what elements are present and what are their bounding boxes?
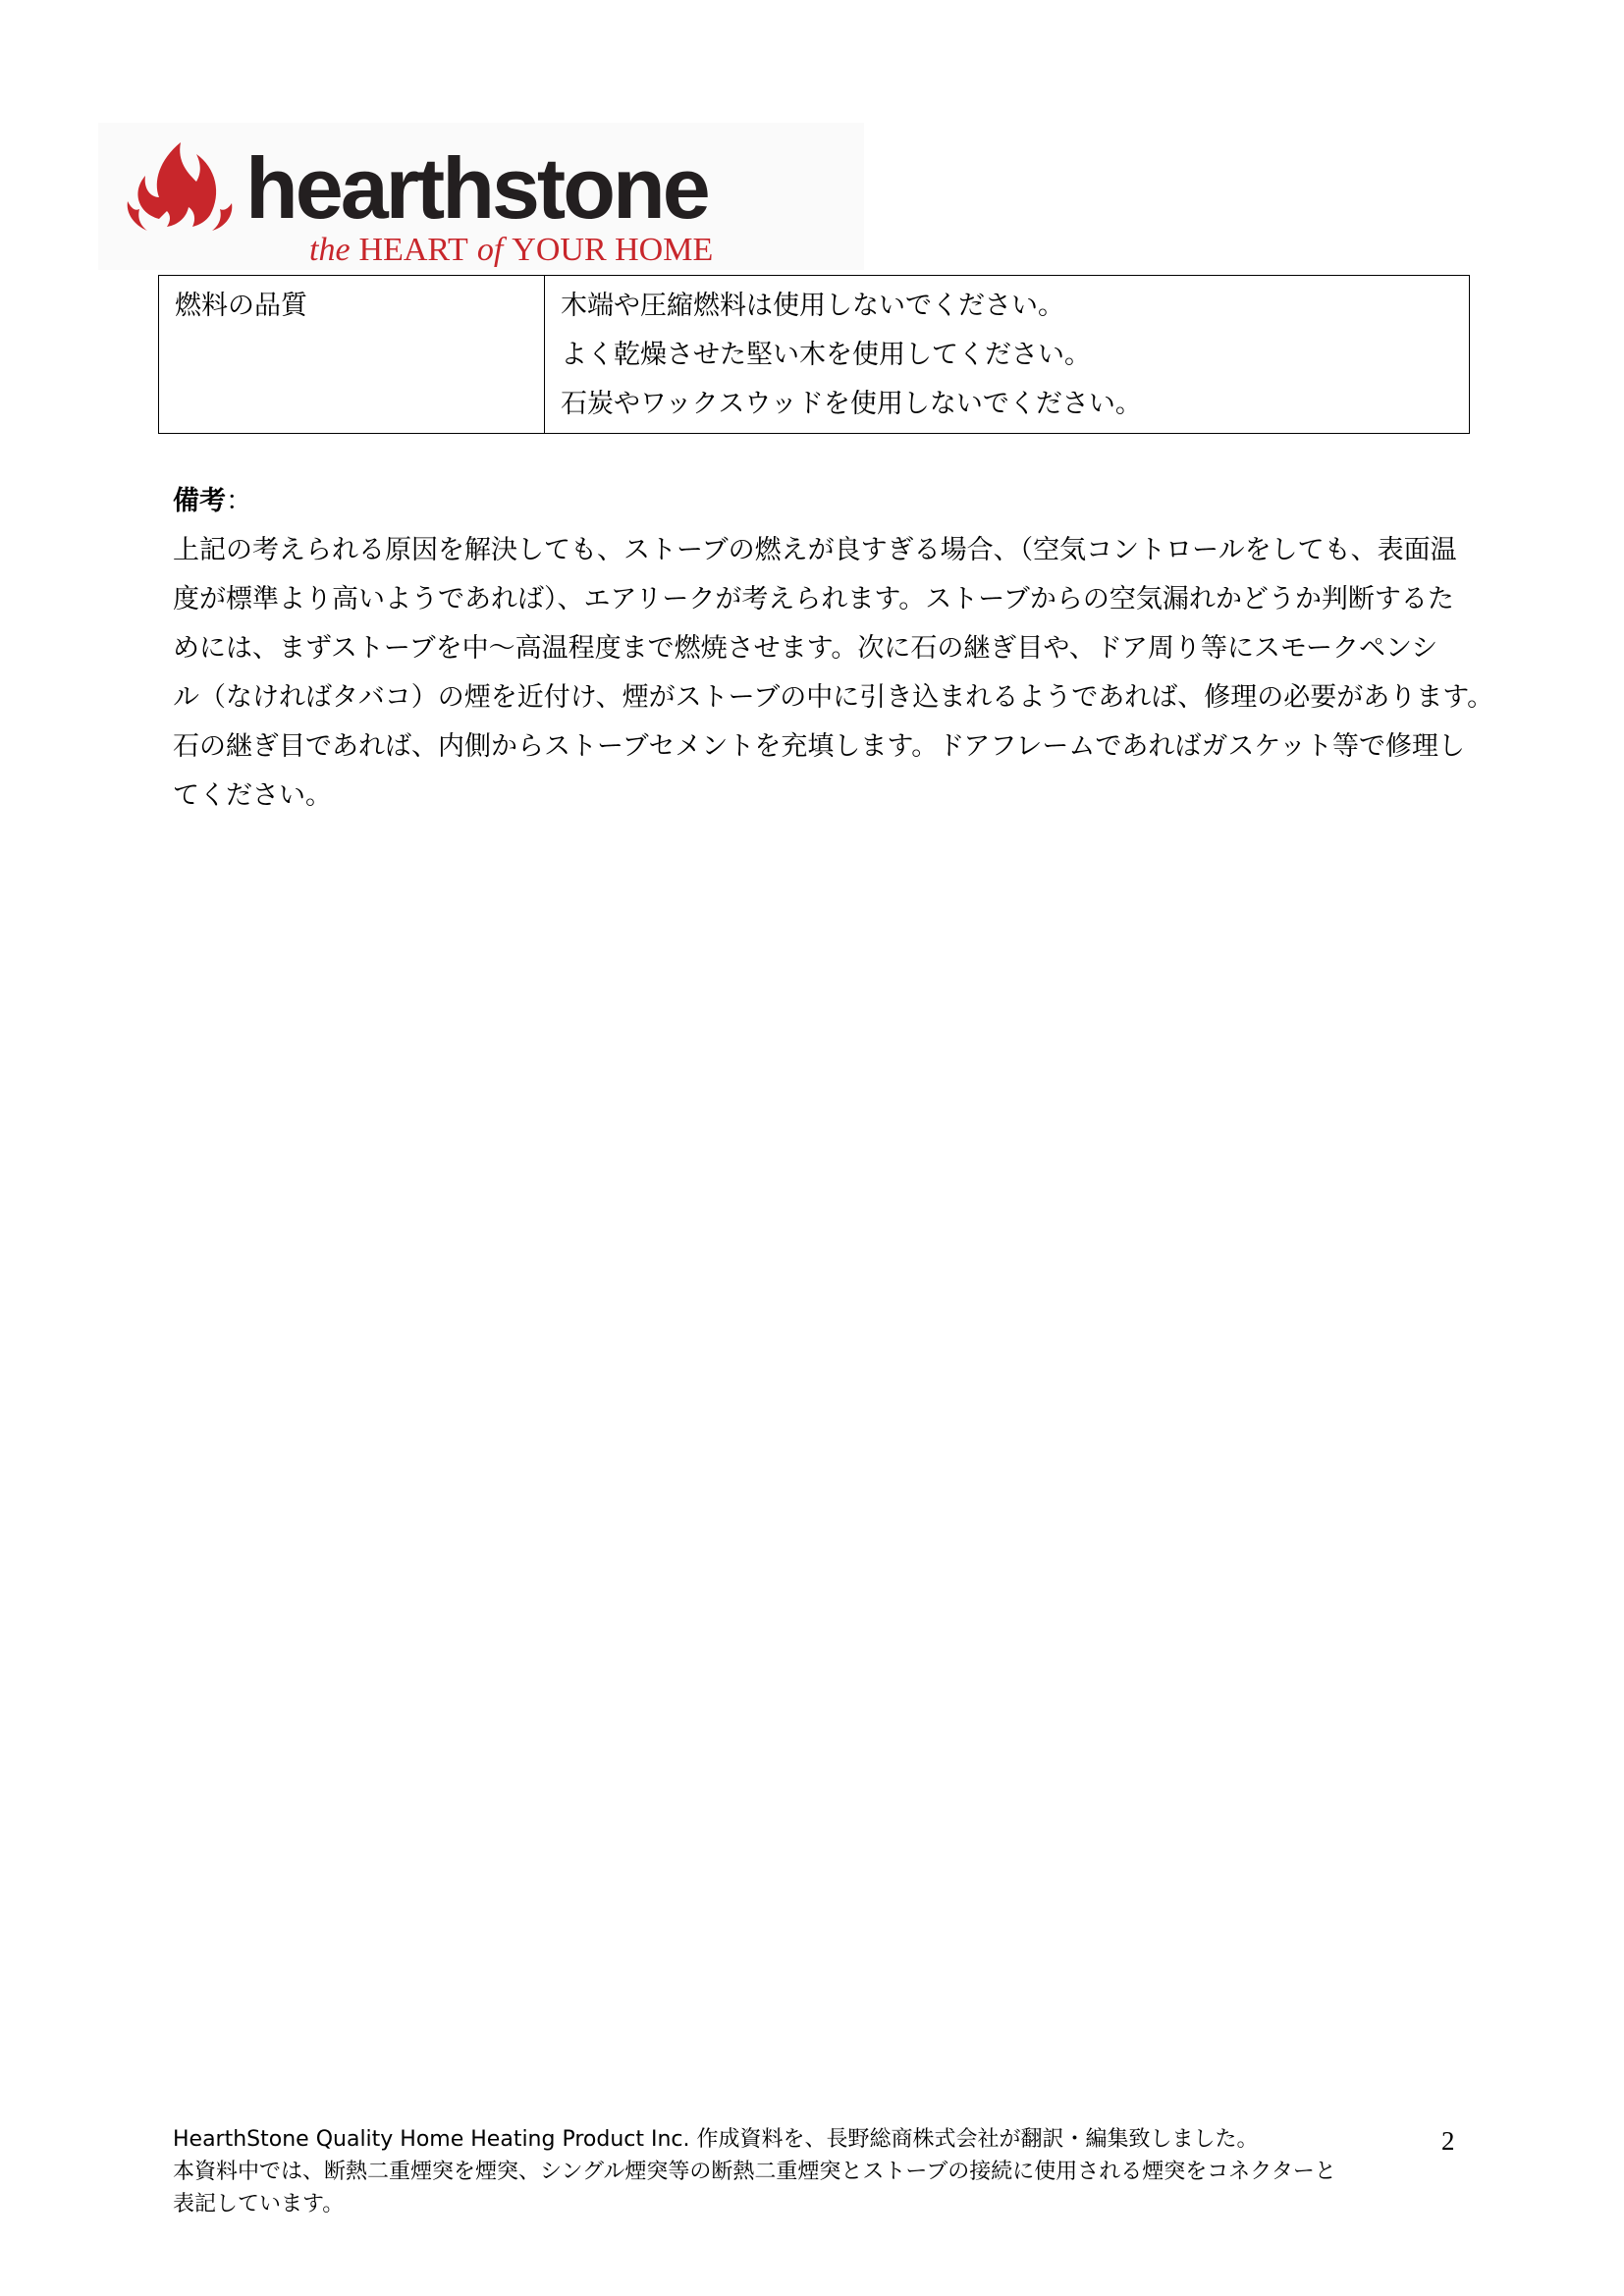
list-item: 木端や圧縮燃料は使用しないでください。: [561, 291, 1064, 321]
brand-tagline: the HEART of YOUR HOME: [309, 232, 714, 268]
footer-note-line: 本資料中では、断熱二重煙突を煙突、シングル煙突等の断熱二重煙突とストーブの接続に使用される煙突をコネクターと: [173, 2160, 1336, 2184]
remarks-paragraph-line: めには、まずストーブを中～高温程度まで燃焼させます。次に石の継ぎ目や、ドア周り等にスモークペンシ: [173, 633, 1438, 664]
page-footer: [173, 2123, 1469, 2220]
hearthstone-logo: [98, 123, 864, 270]
remarks-title-colon: ：: [226, 486, 252, 516]
remarks-paragraph-line: てください。: [173, 780, 332, 811]
remarks-heading: [173, 477, 1489, 526]
page-number: 2: [1441, 2126, 1455, 2156]
logo-graphic: [98, 123, 864, 270]
fuel-quality-label: 燃料の品質: [175, 291, 307, 321]
remarks-paragraph-line: ル（なければタバコ）の煙を近付け、煙がストーブの中に引き込まれるようであれば、修理の必要があります。: [173, 682, 1494, 713]
remarks-paragraph-line: 度が標準より高いようであれば）、エアリークが考えられます。ストーブからの空気漏れかどうか判断するた: [173, 584, 1454, 614]
table-row: [159, 276, 1470, 434]
list-item: 石炭やワックスウッドを使用しないでください。: [561, 389, 1142, 419]
footer-note-line: 表記しています。: [173, 2192, 345, 2216]
list-item: よく乾燥させた堅い木を使用してください。: [561, 340, 1091, 370]
remarks-paragraph-line: 上記の考えられる原因を解決しても、ストーブの燃えが良すぎる場合、（空気コントロールをしても、表面温: [173, 535, 1457, 565]
brand-wordmark: hearthstone: [245, 139, 708, 237]
fuel-quality-label-cell: [159, 276, 545, 434]
remarks-title: 備考: [173, 486, 226, 516]
remarks-section: [173, 477, 1494, 821]
fuel-quality-table: [158, 275, 1470, 434]
flame-icon: [128, 142, 233, 231]
fuel-quality-items-cell: [545, 276, 1470, 434]
remarks-paragraph-line: 石の継ぎ目であれば、内側からストーブセメントを充填します。ドアフレームであればガスケット等で修理し: [173, 731, 1465, 762]
footer-credit-line: HearthStone Quality Home Heating Product Inc. 作成資料を、長野総商株式会社が翻訳・編集致しました。: [173, 2127, 1259, 2152]
